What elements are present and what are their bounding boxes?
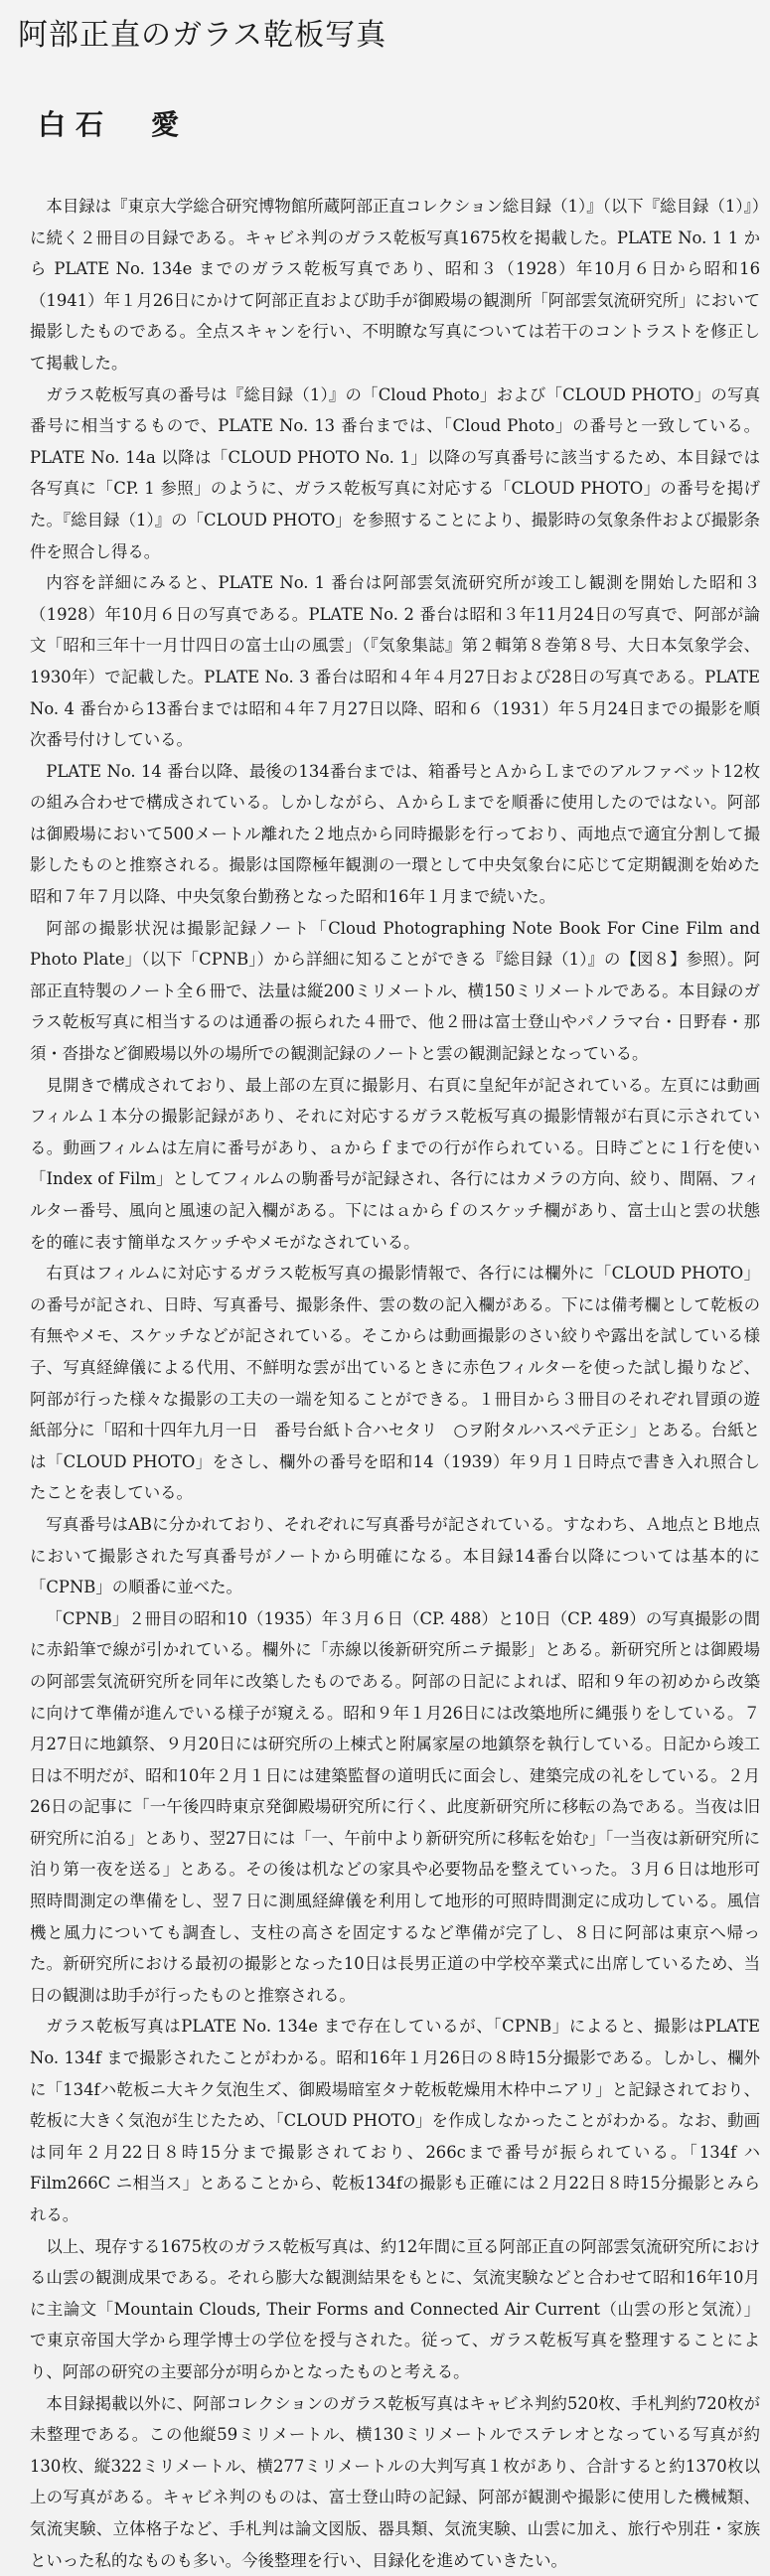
author-name: 白石 愛: [38, 108, 190, 141]
paragraph-right-page: 右頁はフィルムに対応するガラス乾板写真の撮影情報で、各行には欄外に「CLOUD PHOTO」の番号が記され、日時、写真番号、撮影条件、雲の数の記入欄がある。下には備考欄として乾板の有無やメモ、スケッチなどが記されている。そこからは動画撮影のさい絞りや露出を試している様子、写真経緯儀による代用、不鮮明な雲が出ているときに赤色フィルターを使った試し撮りなど、阿部が行った様々な撮影の工夫の一端を知ることができる。１冊目から３冊目のそれぞれ冒頭の遊紙部分に「昭和十四年九月一日 番号台紙ト合ハセタリ ○ヲ附タルハスペテ正シ」とある。台紙とは「CLOUD PHOTO」をさし、欄外の番号を昭和14（1939）年９月１日時点で書き入れ照合したことを表している。: [30, 1264, 760, 1503]
paragraph-plate-numbers: ガラス乾板写真の番号は『総目録（1）』の「Cloud Photo」および「CLOUD PHOTO」の写真番号に相当するもので、PLATE No. 13 番台までは、「Cloud Photo」の番号と一致している。PLATE No. 14a 以降は「CLOUD PHOTO No. 1」以降の写真番号に該当するため、本目録では各写真に「CP. 1 参照」のように、ガラス乾板写真に対応する「CLOUD PHOTO」の番号を掲げた。『総目録（1）』の「CLOUD PHOTO」を参照することにより、撮影時の気象条件および撮影条件を照合し得る。: [30, 384, 760, 561]
paragraph-plate-134: ガラス乾板写真はPLATE No. 134e まで存在しているが、「CPNB」によると、撮影はPLATE No. 134f まで撮影されたことがわかる。昭和16年１月26日の８時15分撮影である。しかし、欄外に「134fハ乾板ニ大キク気泡生ズ、御殿場暗室タナ乾板乾燥用木枠中ニアリ」と記録されており、乾板に大きく気泡が生じたため、「CLOUD PHOTO」を作成しなかったことがわかる。なお、動画は同年２月22日８時15分まで撮影されており、266cまで番号が振られている。「134f ハ Film266C ニ相当ス」とあることから、乾板134fの撮影も正確には２月22日８時15分撮影とみられる。: [30, 2017, 760, 2224]
paragraph-unprocessed: 本目録掲載以外に、阿部コレクションのガラス乾板写真はキャビネ判約520枚、手札判約720枚が未整理である。この他縦59ミリメートル、横130ミリメートルでステレオとなっている写真が約130枚、縦322ミリメートル、横277ミリメートルの大判写真１枚があり、合計すると約1370枚以上の写真がある。キャビネ判のものは、富士登山時の記録、阿部が観測や撮影に使用した機械類、気流実験、立体格子など、手札判は論文図版、器具類、気流実験、山雲に加え、旅行や別荘・家族といった私的なものも多い。今後整理を行い、目録化を進めていきたい。: [30, 2393, 760, 2570]
paragraph-contents-detail: 内容を詳細にみると、PLATE No. 1 番台は阿部雲気流研究所が竣工し観測を開始した昭和３（1928）年10月６日の写真である。PLATE No. 2 番台は昭和３年11月24日の写真で、阿部が論文「昭和三年十一月廿四日の富士山の風雲」（『気象集誌』第２輯第８巻第８号、大日本気象学会、1930年）で記載した。PLATE No. 3 番台は昭和４年４月27日および28日の写真である。PLATE No. 4 番台から13番台までは昭和４年７月27日以降、昭和６（1931）年５月24日までの撮影を順次番号付けしている。: [30, 573, 760, 750]
article-title: 阿部正直のガラス乾板写真: [18, 18, 387, 53]
paragraph-cpnb-notebook: 阿部の撮影状況は撮影記録ノート「Cloud Photographing Note Book For Cine Film and Photo Plate」（以下「CPNB」）から詳細に知ることができる『総目録（1）』の【図８】参照）。阿部正直特製のノート全６冊で、法量は縦200ミリメートル、横150ミリメートルである。本目録のガラス乾板写真に相当するのは通番の振られた４冊で、他２冊は富士登山やパノラマ台・日野春・那須・沓掛など御殿場以外の場所での観測記録のノートと雲の観測記録となっている。: [30, 918, 760, 1064]
paragraph-new-institute: 「CPNB」２冊目の昭和10（1935）年３月６日（CP. 488）と10日（CP. 489）の写真撮影の間に赤鉛筆で線が引かれている。欄外に「赤線以後新研究所ニテ撮影」とある。新研究所とは御殿場の阿部雲気流研究所を同年に改築したものである。阿部の日記によれば、昭和９年の初めから改築に向けて準備が進んでいる様子が窺える。昭和９年１月26日には改築地所に縄張りをしている。７月27日に地鎮祭、９月20日には研究所の上棟式と附属家屋の地鎮祭を執行している。日記から竣工日は不明だが、昭和10年２月１日には建築監督の道明氏に面会し、建築完成の礼をしている。２月26日の記事に「一午後四時東京発御殿場研究所に行く、此度新研究所に移転の為である。当夜は旧研究所に泊る」とあり、翌27日には「一、午前中より新研究所に移転を始む」「一当夜は新研究所に泊り第一夜を送る」とある。その後は机などの家具や必要物品を整えていった。３月６日は地形可照時間測定の準備をし、翌７日に測風経緯儀を利用して地形的可照時間測定に成功している。風信機と風力についても調査し、支柱の高さを固定するなど準備が完了し、８日に阿部は東京へ帰った。新研究所における最初の撮影となった10日は長男正道の中学校卒業式に出席しているため、当日の観測は助手が行ったものと推察される。: [30, 1608, 760, 2005]
paragraph-summary: 以上、現存する1675枚のガラス乾板写真は、約12年間に亘る阿部正直の阿部雲気流研究所における山雲の観測成果である。それら膨大な観測結果をもとに、気流実験などと合わせて昭和16年10月に主論文「Mountain Clouds, Their Forms and Connected Air Current（山雲の形と気流）」で東京帝国大学から理学博士の学位を授与された。従って、ガラス乾板写真を整理することにより、阿部の研究の主要部分が明らかとなったものと考える。: [30, 2236, 760, 2381]
paragraph-intro: 本目録は『東京大学総合研究博物館所蔵阿部正直コレクション総目録（1）』（以下『総目録（1）』）に続く２冊目の目録である。キャビネ判のガラス乾板写真1675枚を掲載した。PLATE No. 1 1 から PLATE No. 134e までのガラス乾板写真であり、昭和３（1928）年10月６日から昭和16（1941）年１月26日にかけて阿部正直および助手が御殿場の観測所「阿部雲気流研究所」において撮影したものである。全点スキャンを行い、不明瞭な写真については若干のコントラストを修正して掲載した。: [30, 197, 760, 373]
paragraph-spread-layout: 見開きで構成されており、最上部の左頁に撮影月、右頁に皇紀年が記されている。左頁には動画フィルム１本分の撮影記録があり、それに対応するガラス乾板写真の撮影情報が右頁に示されている。動画フィルムは左肩に番号があり、ａからｆまでの行が作られている。日時ごとに１行を使い「Index of Film」としてフィルムの駒番号が記録され、各行にはカメラの方向、絞り、間隔、フィルター番号、風向と風速の記入欄がある。下にはａからｆのスケッチ欄があり、富士山と雲の状態を的確に表す簡単なスケッチやメモがなされている。: [30, 1075, 760, 1252]
article-body: [30, 191, 760, 2570]
paragraph-photo-numbers: 写真番号はABに分かれており、それぞれに写真番号が記されている。すなわち、Ａ地点とＢ地点において撮影された写真番号がノートから明確になる。本目録14番台以降については基本的に「CPNB」の順番に並べた。: [30, 1514, 760, 1597]
paragraph-plate-14-onward: PLATE No. 14 番台以降、最後の134番台までは、箱番号とＡからＬまでのアルファベット12枚の組み合わせで構成されている。しかしながら、ＡからＬまでを順番に使用したのではない。阿部は御殿場において500メートル離れた２地点から同時撮影を行っており、両地点で適宜分割して撮影したものと推察される。撮影は国際極年観測の一環として中央気象台に応じて定期観測を始めた昭和７年７月以降、中央気象台勤務となった昭和16年１月まで続いた。: [30, 761, 760, 907]
